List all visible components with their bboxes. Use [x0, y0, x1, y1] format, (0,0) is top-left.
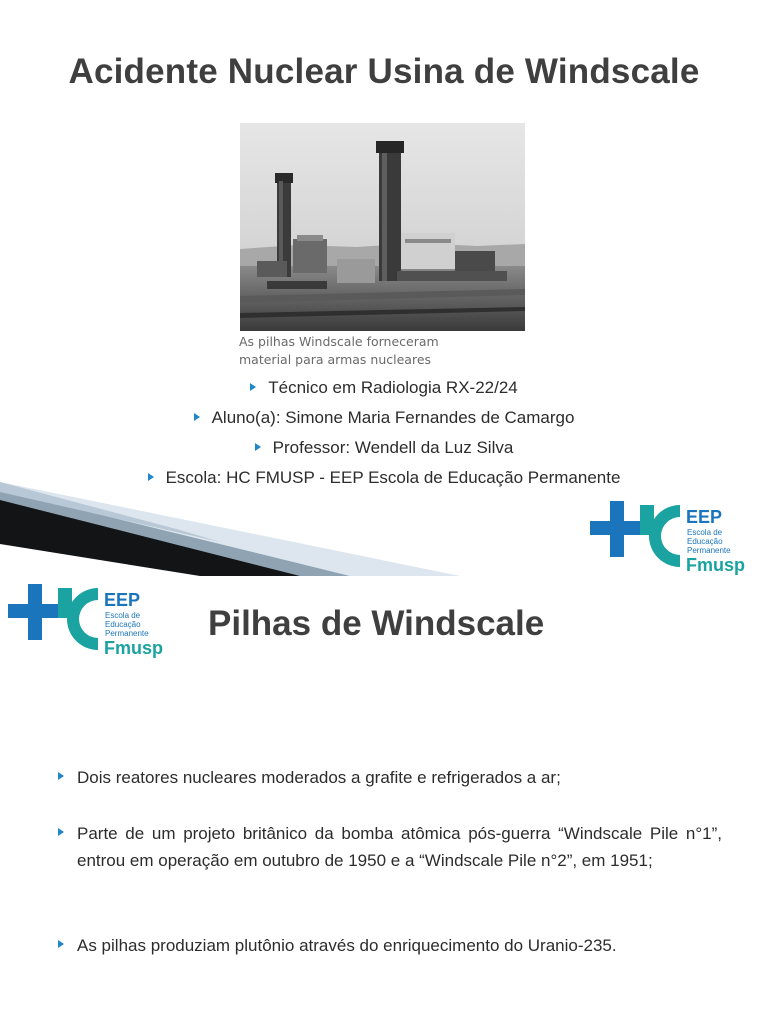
logo-brand: Fmusp: [686, 555, 746, 575]
svg-text:Educação: Educação: [687, 537, 723, 546]
eep-fmusp-logo: [6, 580, 178, 663]
bullet-professor: Professor: Wendell da Luz Silva: [0, 438, 768, 458]
logo-acronym: EEP: [686, 507, 723, 527]
eep-fmusp-logo: [588, 497, 760, 576]
bullet-school: Escola: HC FMUSP - EEP Escola de Educação Permanente: [0, 468, 768, 488]
slide-1-title: Acidente Nuclear Usina de Windscale: [68, 52, 700, 91]
caption-line-2: material para armas nucleares: [239, 352, 432, 367]
bullet-arrow-icon: [58, 940, 64, 948]
bullet-reactors: Dois reatores nucleares moderados a grafite e refrigerados a ar;: [58, 764, 722, 791]
photo-caption: [239, 333, 527, 369]
caption-line-1: As pilhas Windscale forneceram: [239, 334, 439, 349]
bullet-arrow-icon: [58, 772, 64, 780]
svg-text:Permanente: Permanente: [105, 629, 149, 638]
slide-2-title: Pilhas de Windscale: [208, 604, 545, 643]
bullet-student: Aluno(a): Simone Maria Fernandes de Camargo: [0, 408, 768, 428]
svg-text:Educação: Educação: [105, 620, 141, 629]
decorative-diagonal-bands: [0, 482, 470, 576]
windscale-photo: [237, 121, 527, 373]
logo-brand: Fmusp: [104, 638, 164, 658]
windscale-piles-photo: [237, 121, 527, 333]
bullet-arrow-icon: [255, 443, 261, 451]
bullet-project: Parte de um projeto britânico da bomba atômica pós-guerra “Windscale Pile n°1”, entrou em operação em outubro de 1950 e a “Windscale Pile n°2”, em 1951;: [58, 820, 722, 874]
bullet-arrow-icon: [250, 383, 256, 391]
logo-acronym: EEP: [104, 590, 141, 610]
svg-text:Escola de: Escola de: [687, 528, 723, 537]
bullet-arrow-icon: [194, 413, 200, 421]
bullet-plutonium: As pilhas produziam plutônio através do enriquecimento do Uranio-235.: [58, 932, 722, 959]
slide-2: [0, 576, 768, 1024]
svg-text:Escola de: Escola de: [105, 611, 141, 620]
bullet-arrow-icon: [58, 828, 64, 836]
svg-text:Permanente: Permanente: [687, 546, 731, 555]
bullet-arrow-icon: [148, 473, 154, 481]
bullet-course: Técnico em Radiologia RX-22/24: [0, 378, 768, 398]
